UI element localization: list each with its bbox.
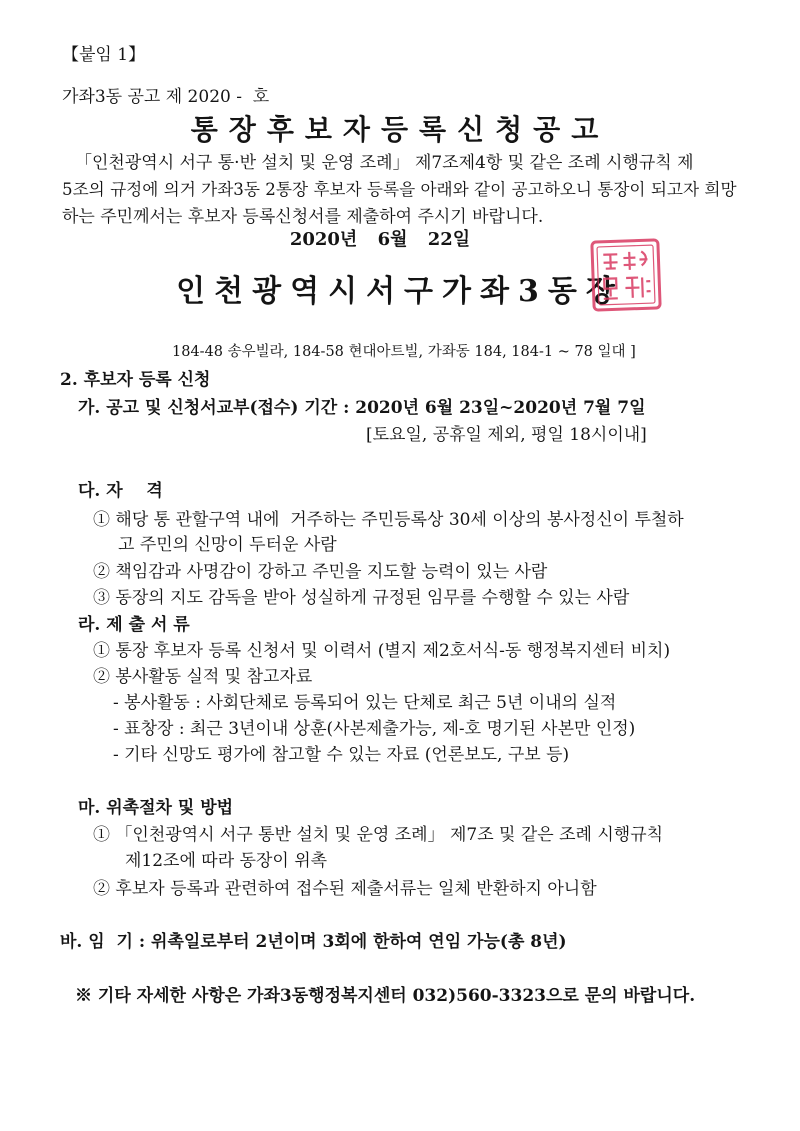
notice-date: 2020년 6월 22일 <box>289 229 471 250</box>
intro-line: 「인천광역시 서구 통·반 설치 및 운영 조례」 제7조제4항 및 같은 조례 시행규칙 제 <box>75 153 694 173</box>
contact-footer: ※ 기타 자세한 사항은 가좌3동행정복지센터 032)560-3323으로 문의 바랍니다. <box>75 986 696 1006</box>
appointment-heading: 마. 위촉절차 및 방법 <box>78 798 234 818</box>
attachment-label: 【붙임 1】 <box>62 45 146 65</box>
qualification-heading: 다. 자 격 <box>78 481 163 501</box>
item2-period-note: [토요일, 공휴일 제외, 평일 18시이내] <box>366 425 647 445</box>
notice-number: 가좌3동 공고 제 2020 - 호 <box>62 87 270 107</box>
item1-line <box>60 315 748 337</box>
documents-subitem: - 기타 신망도 평가에 참고할 수 있는 자료 (언론보도, 구보 등) <box>113 745 570 765</box>
documents-item: ① 통장 후보자 등록 신청서 및 이력서 (별지 제2호서식-동 행정복지센터 비치) <box>93 641 671 661</box>
appointment-item: ② 후보자 등록과 관련하여 접수된 제출서류는 일체 반환하지 아니함 <box>93 879 597 899</box>
qualification-item-continued: 고 주민의 신망이 두터운 사람 <box>118 535 337 555</box>
seal-stamp-graphic <box>589 237 664 313</box>
intro-line: 하는 주민께서는 후보자 등록신청서를 제출하여 주시기 바랍니다. <box>62 207 544 227</box>
official-seal <box>589 237 664 313</box>
documents-subitem: - 표창장 : 최근 3년이내 상훈(사본제출가능, 제-호 명기된 사본만 인정) <box>113 719 636 739</box>
item2-heading: 2. 후보자 등록 신청 <box>60 370 211 390</box>
item1-area-continued: 184-48 송우빌라, 184-58 현대아트빌, 가좌동 184, 184-1 ~ 78 일대 ] <box>172 344 636 360</box>
qualification-item: ② 책임감과 사명감이 강하고 주민을 지도할 능력이 있는 사람 <box>93 562 548 582</box>
intro-line: 5조의 규정에 의거 가좌3동 2통장 후보자 등록을 아래와 같이 공고하오니 통장이 되고자 희망 <box>62 180 737 199</box>
item2-place <box>78 452 748 474</box>
appointment-item-continued: 제12조에 따라 동장이 위촉 <box>125 851 328 871</box>
document-title: 통장후보자등록신청공고 <box>190 113 610 146</box>
documents-item: ② 봉사활동 실적 및 참고자료 <box>93 667 313 687</box>
issuer-name: 인천광역시서구가좌3동장 <box>176 274 624 309</box>
item2-period: 가. 공고 및 신청서교부(접수) 기간 : 2020년 6월 23일~2020년 7월 7일 <box>78 398 646 418</box>
documents-subitem: - 봉사활동 : 사회단체로 등록되어 있는 단체로 최근 5년 이내의 실적 <box>113 693 617 713</box>
appointment-item: ① 「인천광역시 서구 통반 설치 및 운영 조례」 제7조 및 같은 조례 시행규칙 <box>93 825 664 845</box>
qualification-item: ① 해당 통 관할구역 내에 거주하는 주민등록상 30세 이상의 봉사정신이 투철하 <box>93 510 684 530</box>
term-of-office: 바. 임 기 : 위촉일로부터 2년이며 3회에 한하여 연임 가능(총 8년) <box>60 932 567 952</box>
documents-heading: 라. 제 출 서 류 <box>78 615 190 635</box>
documents-item <box>93 771 748 793</box>
qualification-item: ③ 동장의 지도 감독을 받아 성실하게 규정된 임무를 수행할 수 있는 사람 <box>93 588 630 608</box>
